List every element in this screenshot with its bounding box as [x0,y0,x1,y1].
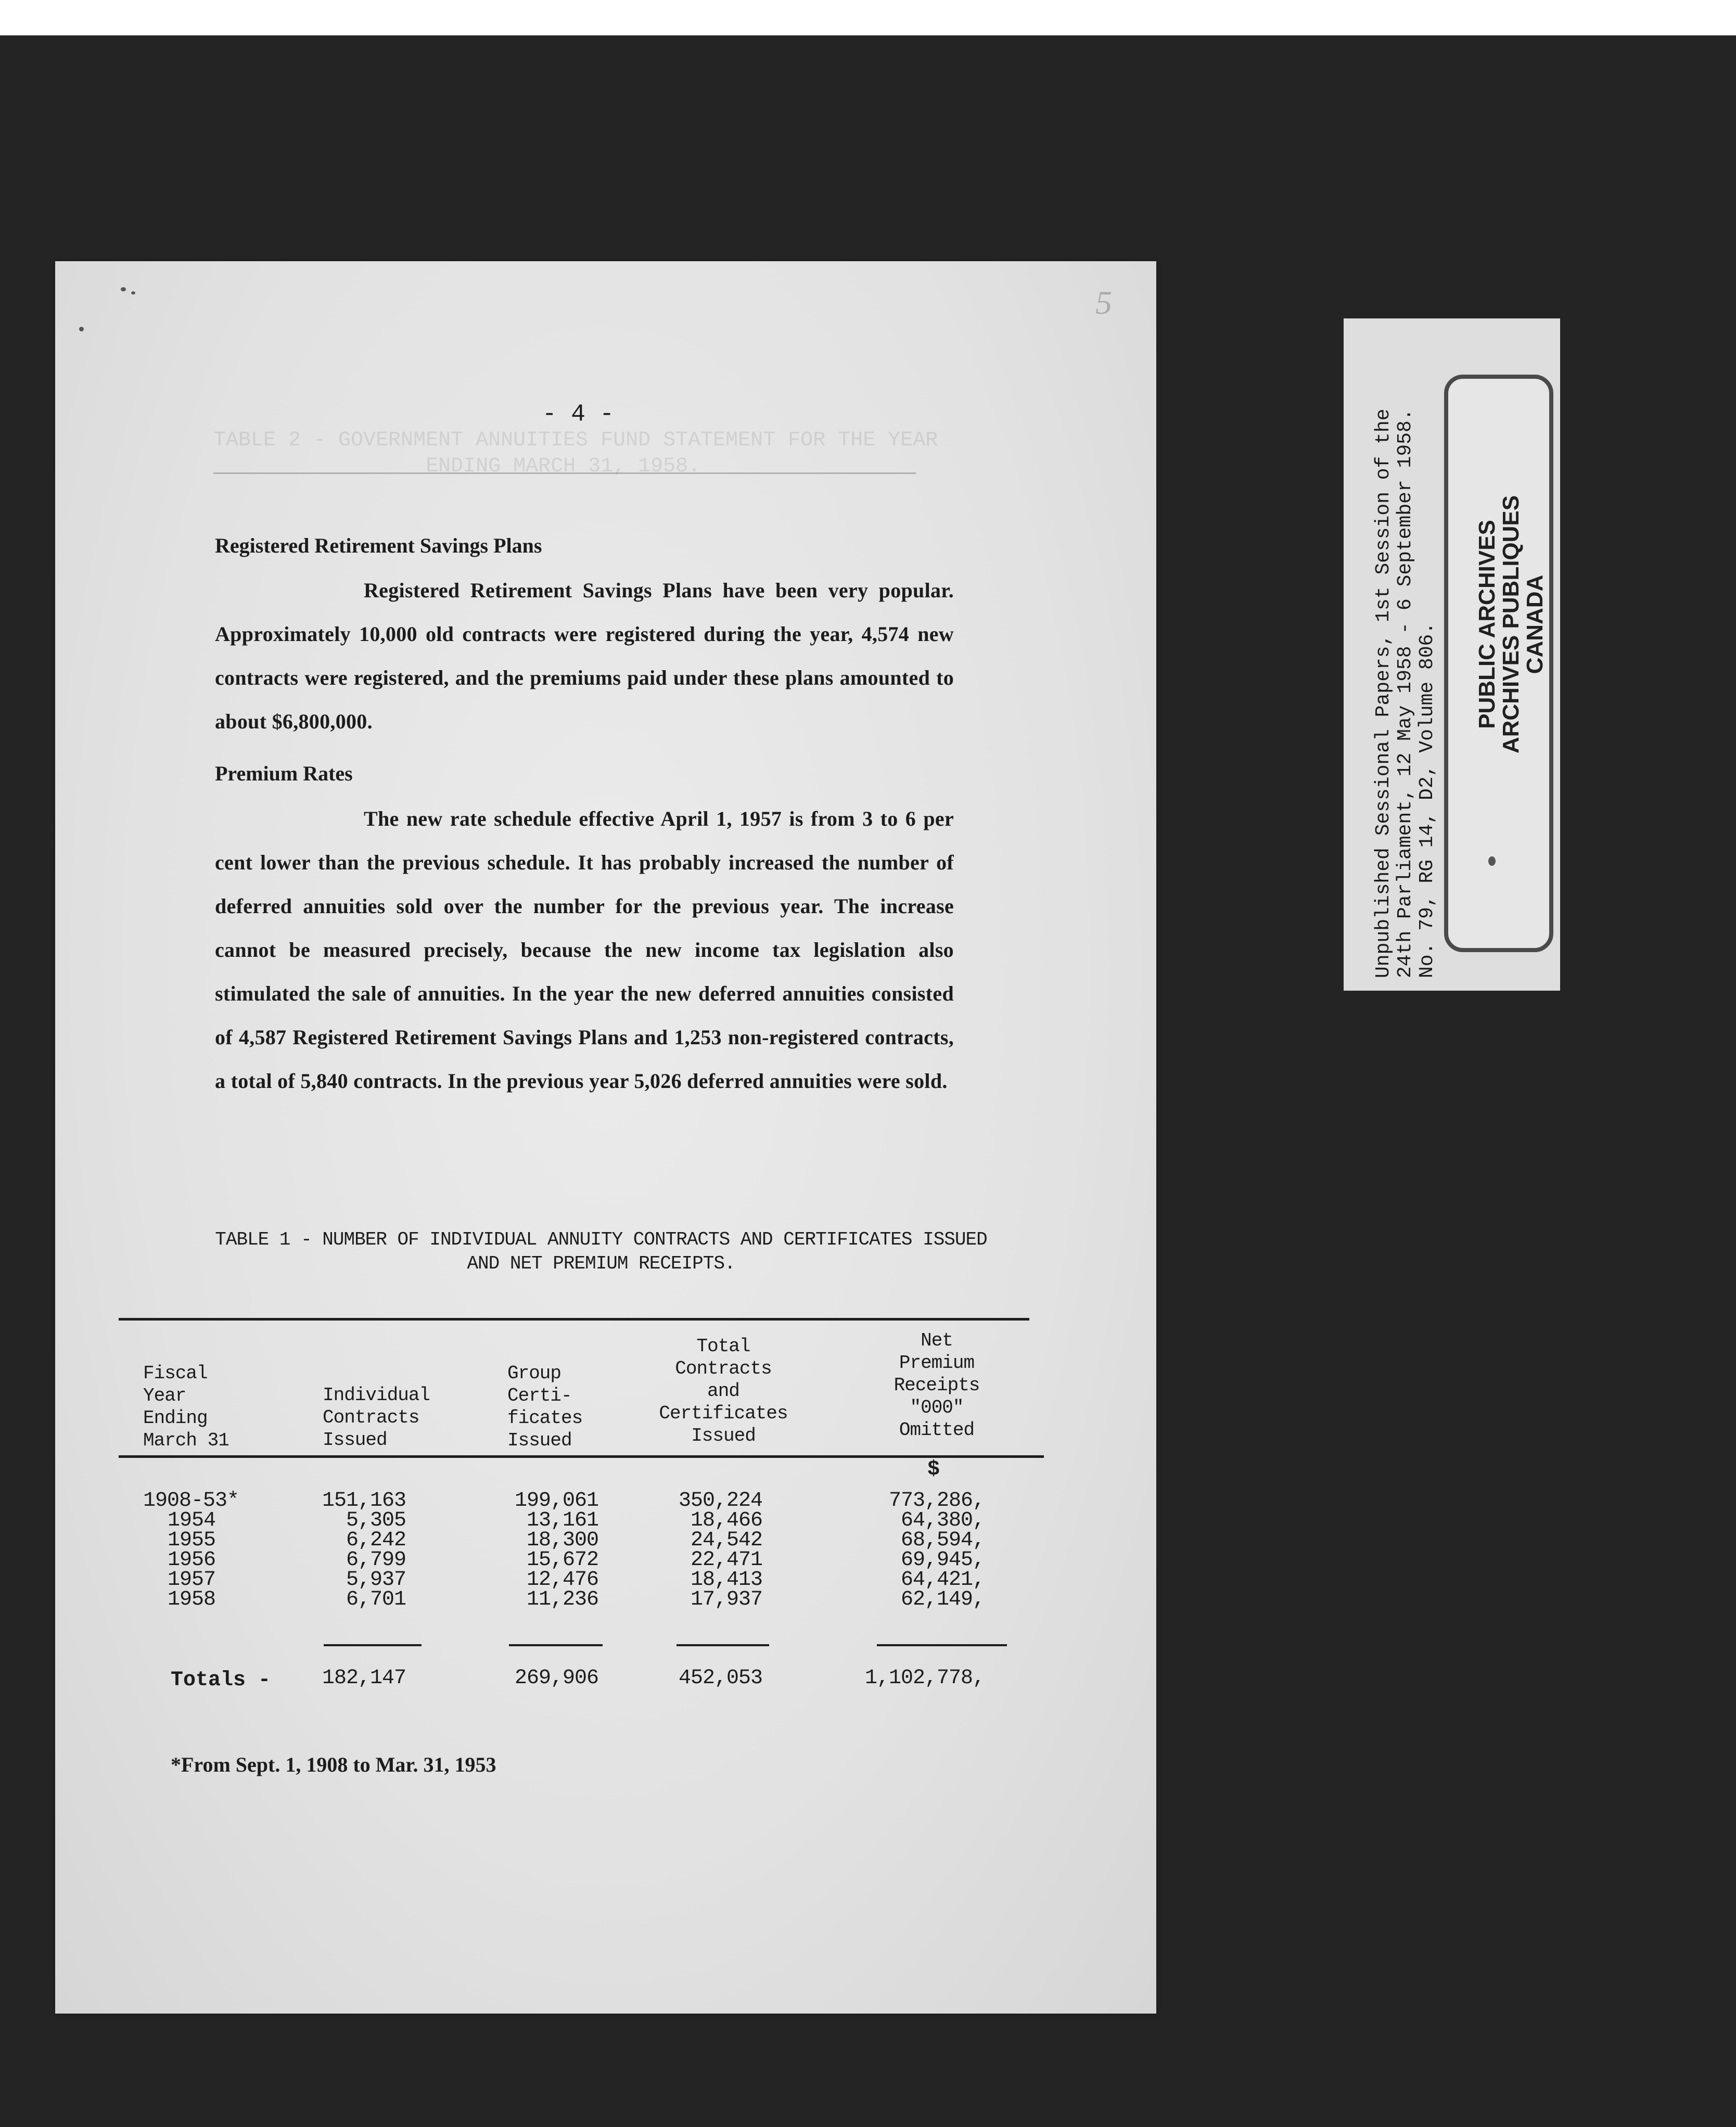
row-year-1908-53: 1908-53* [143,1489,239,1513]
stamp-line-1: PUBLIC ARCHIVES [1474,520,1500,729]
row-year-1957: 1957 [168,1568,216,1592]
paragraph-registered-retirement-savings-plans: Registered Retirement Savings Plans have been very popular. Approximately 10,000 old contracts were registered during the year, 4,574 new contracts were registered, and the premiums paid under these plans amounted to about $6,800,000. [215,579,954,733]
table-header-rule [119,1455,1044,1458]
row-total-1956: 22,471 [690,1548,762,1572]
row-premium-1958: 62,149, [900,1588,985,1611]
row-premium-1957: 64,421, [900,1568,985,1592]
bleed-through-rule [213,472,916,474]
paragraph-premium-rates: The new rate schedule effective April 1, 1957 is from 3 to 6 per cent lower than the previous schedule. It has probably increased the number of deferred annuities sold over the number for the previous year. The increase cannot be measured precisely, because the new income tax legislation also stimulated the sale of annuities. In the year the new deferred annuities consisted of 4,587 Registered Retirement Savings Plans and 1,253 non-registered contracts, a total of 5,840 contracts. In the previous year 5,026 deferred annuities were sold. [215,807,954,1093]
subtotal-rule-premium [877,1644,1007,1646]
row-year-1956: 1956 [168,1548,216,1572]
row-individual-1958: 6,701 [346,1588,406,1611]
row-total-1954: 18,466 [690,1509,762,1532]
row-total-1957: 18,413 [690,1568,762,1592]
subtotal-rule-individual [324,1644,422,1646]
column-header-group-certificates: Group Certi- ficates Issued [507,1363,583,1451]
column-header-individual-contracts: Individual Contracts Issued [323,1385,430,1451]
bleed-through-text: TABLE 2 - GOVERNMENT ANNUITIES FUND STATEMENT FOR THE YEAR ENDING MARCH 31, 1958. [213,429,938,478]
dust-speck [1488,856,1496,866]
totals-group: 269,906 [514,1667,598,1690]
subtotal-rule-group [509,1644,603,1646]
row-group-1958: 11,236 [526,1588,598,1611]
dust-speck [79,327,84,331]
row-premium-1908-53: 773,286, [888,1489,985,1513]
row-total-1908-53: 350,224 [678,1489,762,1513]
row-group-1908-53: 199,061 [514,1489,598,1513]
heading-premium-rates: Premium Rates [215,762,353,785]
row-individual-1957: 5,937 [346,1568,406,1592]
row-premium-1956: 69,945, [900,1548,985,1572]
row-total-1958: 17,937 [690,1588,762,1611]
row-year-1954: 1954 [168,1509,216,1532]
archive-label-line-2: 24th Parliament, 12 May 1958 - 6 September 1958. [1394,408,1416,978]
archives-stamp-text [1475,427,1547,822]
row-individual-1956: 6,799 [346,1548,406,1572]
page-number: - 4 - [542,401,615,428]
column-header-net-premium-receipts: Net Premium Receipts "000" Omitted [893,1330,980,1441]
table-top-rule [119,1318,1029,1321]
stamp-line-2: ARCHIVES PUBLIQUES [1498,495,1524,754]
row-year-1958: 1958 [168,1588,216,1611]
dust-speck [131,291,135,294]
row-individual-1908-53: 151,163 [322,1489,406,1513]
row-group-1955: 18,300 [526,1529,598,1552]
table-footnote: *From Sept. 1, 1908 to Mar. 31, 1953 [171,1753,496,1776]
totals-total: 452,053 [678,1667,762,1690]
row-year-1955: 1955 [168,1529,216,1552]
heading-registered-retirement-savings-plans: Registered Retirement Savings Plans [215,534,542,557]
row-total-1955: 24,542 [690,1529,762,1552]
table-caption [141,1228,1062,1276]
row-group-1956: 15,672 [526,1548,598,1572]
stamp-line-3: CANADA [1522,574,1548,674]
row-premium-1954: 64,380, [900,1509,985,1532]
row-group-1954: 13,161 [526,1509,598,1532]
totals-individual: 182,147 [322,1667,406,1690]
page-corner-mark: 5 [1095,284,1112,321]
subtotal-rule-total [676,1644,769,1646]
archive-label-line-3: No. 79, RG 14, D2, Volume 806. [1416,622,1438,978]
dust-speck [121,287,126,291]
totals-premium: 1,102,778, [864,1667,985,1690]
archive-label-line-1: Unpublished Sessional Papers, 1st Session of the [1372,408,1395,978]
row-individual-1955: 6,242 [346,1529,406,1552]
row-individual-1954: 5,305 [346,1509,406,1532]
row-premium-1955: 68,594, [900,1529,985,1552]
currency-symbol: $ [927,1458,940,1481]
table-caption-line-2: AND NET PREMIUM RECEIPTS. [467,1253,735,1274]
table-caption-line-1: TABLE 1 - NUMBER OF INDIVIDUAL ANNUITY CONTRACTS AND CERTIFICATES ISSUED [215,1229,987,1250]
column-header-fiscal-year: Fiscal Year Ending March 31 [143,1363,229,1451]
row-group-1957: 12,476 [526,1568,598,1592]
document-page [55,261,1156,2014]
totals-label: Totals - [171,1669,271,1692]
column-header-total-contracts: Total Contracts and Certificates Issued [659,1336,788,1446]
